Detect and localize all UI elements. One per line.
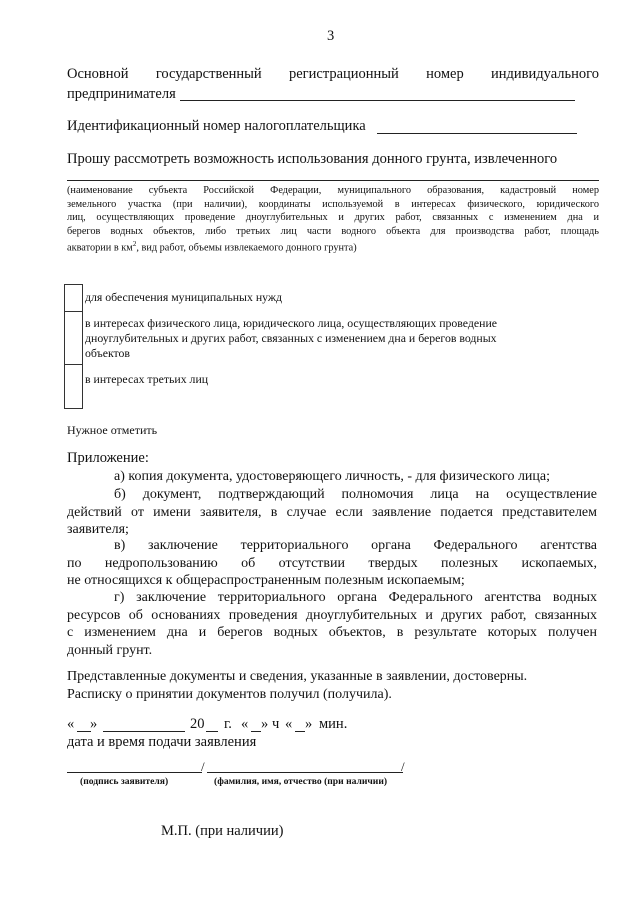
inn-label: Идентификационный номер налогоплательщика — [67, 118, 366, 134]
date-day-open-quote: « — [67, 716, 75, 732]
date-hours-close-quote: » — [261, 716, 269, 732]
attachment-item-b — [67, 486, 597, 539]
date-minutes-open-quote: « — [285, 716, 293, 732]
attachment-a-line: а) копия документа, удостоверяющего личность, - для физического лица; — [114, 469, 551, 484]
ogrnip-label — [67, 66, 599, 83]
description-note-line4: берегов водных объектов, либо третьих лиц части водного объекта для производства работ, площадь — [67, 225, 599, 237]
request-input-line[interactable] — [67, 180, 599, 181]
page-number: 3 — [327, 28, 335, 44]
date-hours-label: ч — [272, 716, 280, 732]
attachment-d-line1: г) заключение территориального органа Федерального агентства водных — [114, 590, 597, 605]
option-2-line2: дноуглубительных и других работ, связанных с изменением дна и берегов водных — [85, 331, 497, 345]
attachment-c-line2: по недропользованию об отсутствии твердых полезных ископаемых, — [67, 555, 597, 571]
attachment-b-line3: заявителя; — [67, 522, 129, 537]
description-note-line5 — [67, 238, 599, 255]
stamp-label: М.П. (при наличии) — [161, 823, 284, 839]
attachment-d-line4: донный грунт. — [67, 642, 153, 658]
description-note-line5-pre: акватории в км — [67, 242, 133, 254]
request-text: Прошу рассмотреть возможность использования донного грунта, извлеченного — [67, 151, 558, 167]
ogrnip-input-line[interactable] — [180, 100, 575, 101]
description-note-line1: (наименование субъекта Российской Федерации, муниципального образования, кадастровый номер — [67, 185, 599, 196]
date-day-field[interactable] — [77, 731, 91, 732]
option-checkbox-3[interactable] — [64, 364, 83, 409]
attachment-c-line1: в) заключение территориального органа Федерального агентства — [114, 538, 597, 553]
description-note-line2: земельного участка (при наличии), координаты используемой в интересах физического, юридического — [67, 198, 599, 210]
description-note-line5-post: , вид работ, объемы извлекаемого донного грунта) — [136, 242, 357, 254]
attachment-d-line2: ресурсов об основаниях проведения дноуглубительных и других работ, связанных — [67, 607, 597, 623]
option-checkbox-2[interactable] — [64, 310, 83, 365]
date-month-field[interactable] — [103, 731, 185, 732]
date-year-field[interactable] — [206, 731, 218, 732]
option-2-line3: объектов — [85, 346, 130, 360]
attachment-item-d — [67, 589, 597, 659]
inn-input-line[interactable] — [377, 133, 577, 134]
date-minutes-close-quote: » — [305, 716, 313, 732]
date-minutes-field[interactable] — [295, 731, 305, 732]
signature-slash-end: / — [401, 759, 405, 774]
date-hours-open-quote: « — [241, 716, 249, 732]
attachment-b-line1: б) документ, подтверждающий полномочия лица на осуществление — [114, 487, 597, 502]
ogrnip-label-line1: Основной государственный регистрационный номер индивидуального — [67, 66, 599, 82]
confirm-text — [67, 668, 597, 703]
attachment-c-line3: не относящихся к общераспространенным полезным ископаемым; — [67, 573, 465, 588]
date-year-prefix: 20 — [190, 716, 205, 732]
option-label-1 — [85, 290, 282, 305]
signature-slash: / — [201, 759, 205, 774]
ogrnip-label-line2: предпринимателя — [67, 86, 176, 102]
date-day-close-quote: » — [90, 716, 98, 732]
description-note-line3: лиц, осуществляющих проведение дноуглубительных и других работ, связанных с изменением дна и — [67, 212, 599, 224]
date-row — [67, 716, 387, 736]
option-1-line1: для обеспечения муниципальных нужд — [85, 290, 283, 304]
attachment-item-a — [114, 468, 600, 486]
date-year-suffix: г. — [224, 716, 232, 732]
mark-note: Нужное отметить — [67, 423, 158, 437]
attachment-title: Приложение: — [67, 450, 149, 466]
option-label-3 — [85, 372, 208, 387]
signature-field[interactable] — [67, 772, 202, 773]
date-hours-field[interactable] — [251, 731, 261, 732]
option-2-line1: в интересах физического лица, юридического лица, осуществляющих проведение — [85, 316, 497, 330]
confirm-line1: Представленные документы и сведения, указанные в заявлении, достоверны. — [67, 669, 528, 684]
attachment-item-c — [67, 537, 597, 590]
option-label-2 — [85, 316, 555, 361]
attachment-b-line2: действий от имени заявителя, в случае если заявление подается представителем — [67, 504, 597, 520]
date-minutes-label: мин. — [319, 716, 348, 732]
date-caption: дата и время подачи заявления — [67, 734, 257, 750]
signature-caption: (подпись заявителя) — [80, 776, 169, 787]
option-checkbox-1[interactable] — [64, 284, 83, 312]
full-name-field[interactable] — [207, 772, 403, 773]
description-note — [67, 184, 599, 255]
description-note-sup: 2 — [132, 240, 137, 249]
full-name-caption: (фамилия, имя, отчество (при наличии) — [214, 776, 388, 787]
confirm-line2: Расписку о принятии документов получил (получила). — [67, 686, 392, 702]
option-3-line1: в интересах третьих лиц — [85, 372, 209, 386]
attachment-d-line3: с изменением дна и берегов водных объектов, в результате которых получен — [67, 625, 597, 640]
